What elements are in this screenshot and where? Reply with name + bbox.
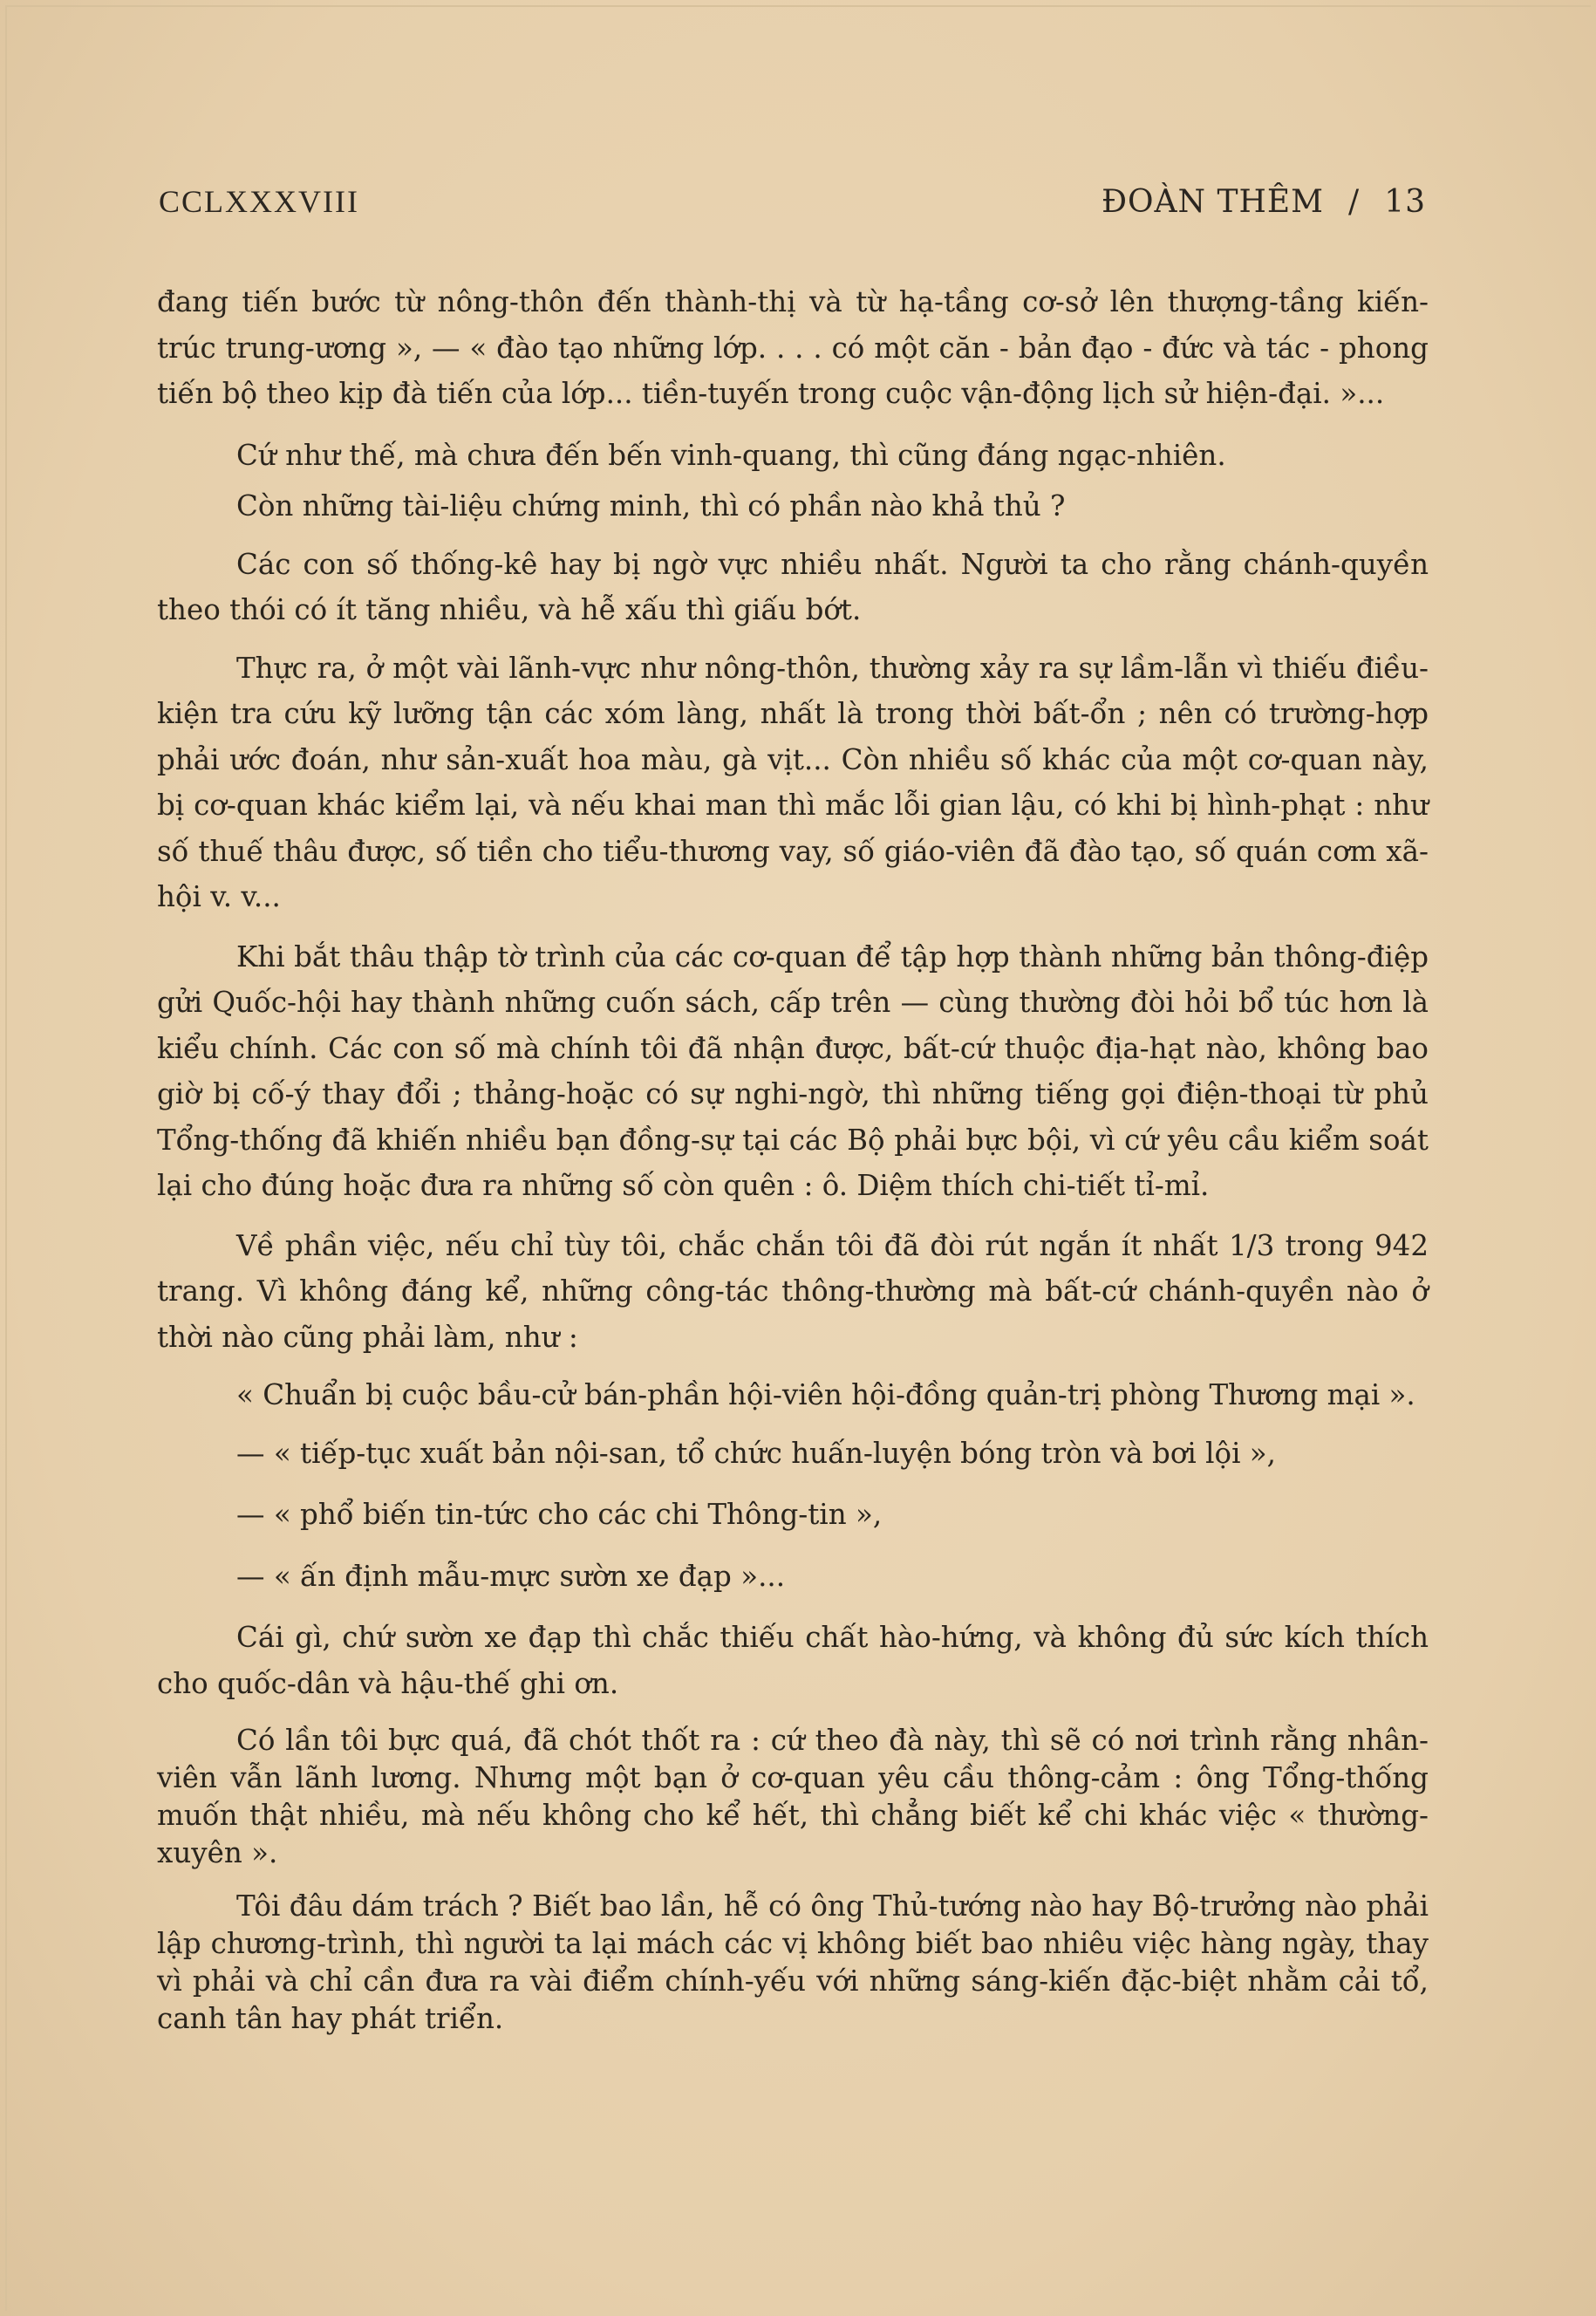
dash-list-item: — « tiếp-tục xuất bản nội-san, tổ chức huấn-luyện bóng tròn và bơi lội », <box>236 1436 1277 1470</box>
volume-code: CCLXXXVIII <box>159 184 359 219</box>
quoted-item: « Chuẩn bị cuộc bầu-cử bán-phần hội-viên hội-đồng quản-trị phòng Thương mại ». <box>236 1378 1415 1411</box>
dash-list-item: — « ấn định mẫu-mực sườn xe đạp »... <box>236 1559 786 1593</box>
paragraph: Tôi đâu dám trách ? Biết bao lần, hễ có ông Thủ-tướng nào hay Bộ-trưởng nào phải lập chương-trình, thì người ta lại mách các vị không biết bao nhiêu việc hàng ngày, thay vì phải và chỉ cần đưa ra vài điểm chính-yếu với những sáng-kiến đặc-biệt nhằm cải tổ, canh tân hay phát triển. <box>157 1889 1429 2035</box>
header-separator: / <box>1348 184 1361 220</box>
paragraph: Về phần việc, nếu chỉ tùy tôi, chắc chắn tôi đã đòi rút ngắn ít nhất 1/3 trong 942 trang. Vì không đáng kể, những công-tác thông-thường mà bất-cứ chánh-quyền nào ở thời nào cũng phải làm, như : <box>157 1228 1429 1354</box>
running-header <box>159 183 1426 227</box>
paragraph: Khi bắt thâu thập tờ trình của các cơ-quan để tập hợp thành những bản thông-điệp gửi Quốc-hội hay thành những cuốn sách, cấp trên — cùng thường đòi hỏi bổ túc hơn là kiểu chính. Các con số mà chính tôi đã nhận được, bất-cứ thuộc địa-hạt nào, không bao giờ bị cố-ý thay đổi ; thảng-hoặc có sự nghi-ngờ, thì những tiếng gọi điện-thoại từ phủ Tổng-thống đã khiến nhiều bạn đồng-sự tại các Bộ phải bực bội, vì cứ yêu cầu kiểm soát lại cho đúng hoặc đưa ra những số còn quên : ô. Diệm thích chi-tiết tỉ-mỉ. <box>157 939 1429 1202</box>
body-text <box>157 279 1429 2038</box>
paragraph: Cái gì, chứ sườn xe đạp thì chắc thiếu chất hào-hứng, và không đủ sức kích thích cho quốc-dân và hậu-thế ghi ơn. <box>157 1621 1429 1700</box>
paragraph-continuation: đang tiến bước từ nông-thôn đến thành-thị và từ hạ-tầng cơ-sở lên thượng-tầng kiến-trúc trung-ương », — « đào tạo những lớp. . . . có một căn - bản đạo - đức và tác - phong tiến bộ theo kịp đà tiến của lớp... tiền-tuyến trong cuộc vận-động lịch sử hiện-đại. »... <box>157 285 1429 410</box>
paragraph: Thực ra, ở một vài lãnh-vực như nông-thôn, thường xảy ra sự lầm-lẫn vì thiếu điều-kiện tra cứu kỹ lưỡng tận các xóm làng, nhất là trong thời bất-ổn ; nên có trường-hợp phải ước đoán, như sản-xuất hoa màu, gà vịt... Còn nhiều số khác của một cơ-quan này, bị cơ-quan khác kiểm lại, và nếu khai man thì mắc lỗi gian lậu, có khi bị hình-phạt : như số thuế thâu được, số tiền cho tiểu-thương vay, số giáo-viên đã đào tạo, số quán cơm xã-hội v. v... <box>157 651 1429 913</box>
paragraph: Còn những tài-liệu chứng minh, thì có phần nào khả thủ ? <box>236 489 1066 523</box>
page-number: 13 <box>1384 184 1426 220</box>
dash-list-item: — « phổ biến tin-tức cho các chi Thông-tin », <box>236 1498 883 1531</box>
header-right <box>1102 184 1426 220</box>
paragraph: Các con số thống-kê hay bị ngờ vực nhiều nhất. Người ta cho rằng chánh-quyền theo thói có ít tăng nhiều, và hễ xấu thì giấu bớt. <box>157 547 1429 626</box>
paragraph: Cứ như thế, mà chưa đến bến vinh-quang, thì cũng đáng ngạc-nhiên. <box>236 438 1226 472</box>
paragraph: Có lần tôi bực quá, đã chót thốt ra : cứ theo đà này, thì sẽ có nơi trình rằng nhân-viên vẫn lãnh lương. Nhưng một bạn ở cơ-quan yêu cầu thông-cảm : ông Tổng-thống muốn thật nhiều, mà nếu không cho kể hết, thì chẳng biết kể chi khác việc « thường-xuyên ». <box>157 1724 1429 1869</box>
author-name: ĐOÀN THÊM <box>1101 184 1325 220</box>
